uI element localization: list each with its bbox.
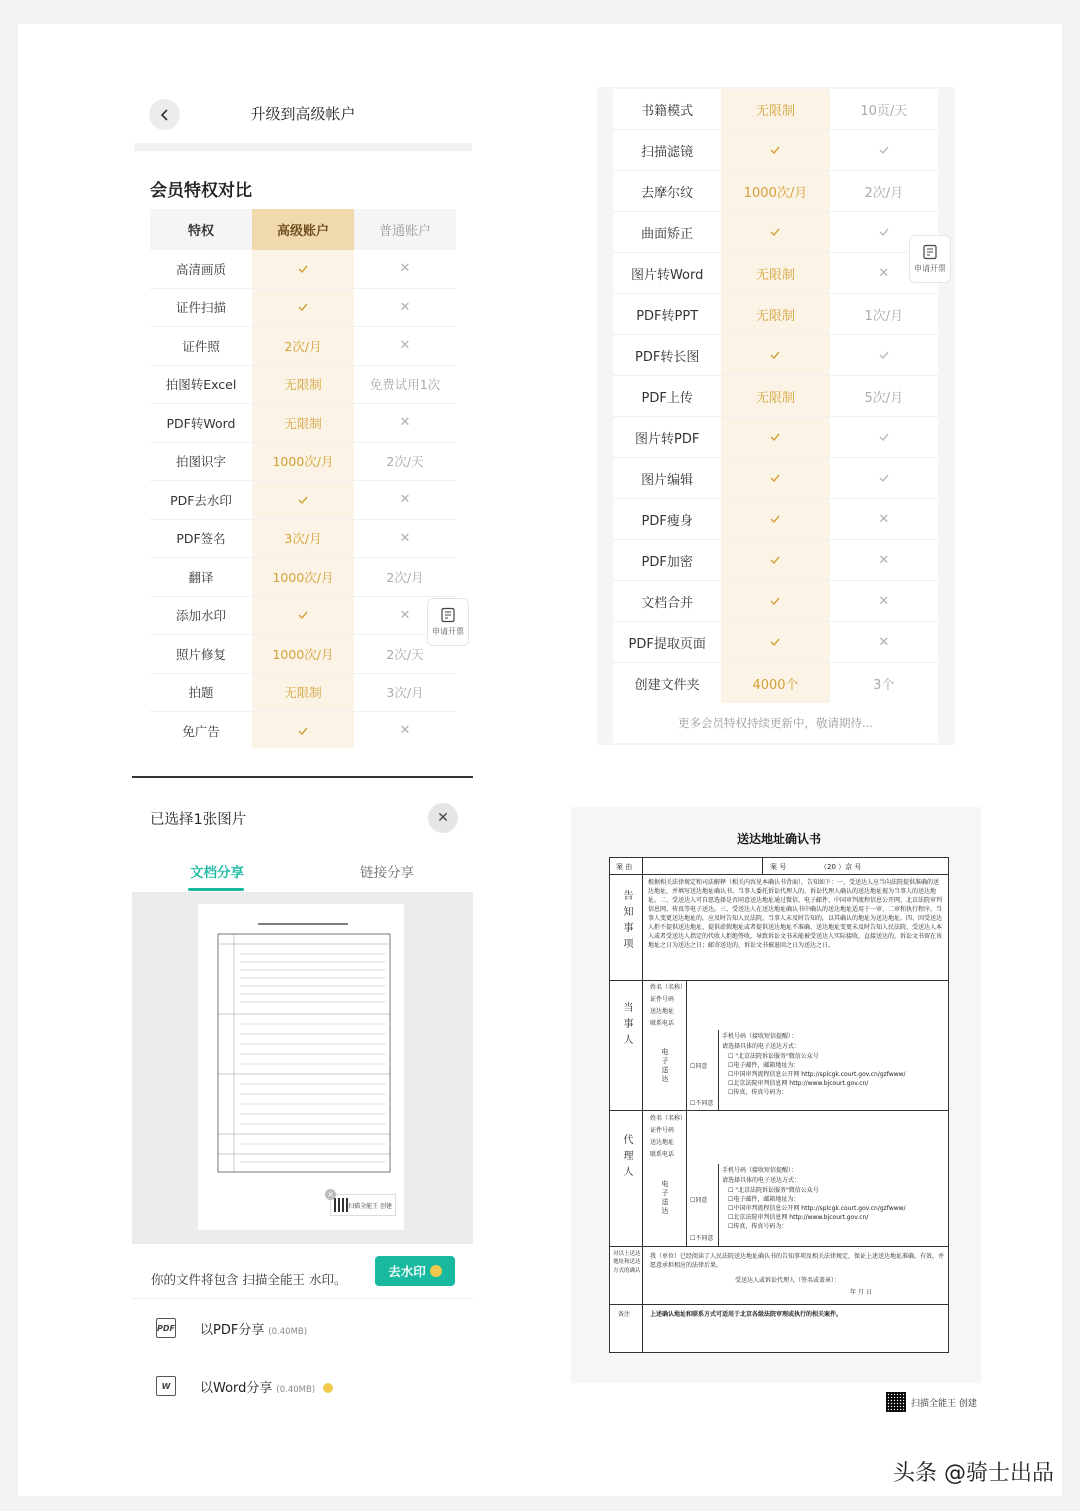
check-icon xyxy=(769,636,781,648)
confirm-text: 我（单位）已经阅读了人民法院送达地址确认书的告知事项及相关法律规定，保证上述送达地址准确、有效，并愿意承担相应的法律后果。 xyxy=(650,1253,945,1269)
feature-cell: 去摩尔纹 xyxy=(641,185,694,201)
table-row xyxy=(150,366,456,405)
form-line xyxy=(610,1304,948,1305)
premium-cell: 无限制 xyxy=(252,366,354,404)
premium-cell: 3次/月 xyxy=(252,520,354,558)
document-thumbnail-lines xyxy=(198,904,404,1184)
remark-label: 备注 xyxy=(618,1311,631,1318)
document-thumbnail xyxy=(198,904,404,1184)
premium-cell: 无限制 xyxy=(721,376,829,416)
share-pdf-label-wrap xyxy=(200,1319,307,1338)
section-title: 会员特权对比 xyxy=(150,181,252,201)
normal-cell: 免费试用1次 xyxy=(369,377,441,393)
privilege-table-2 xyxy=(613,89,938,704)
notice-text: 根据相关法律规定和司法解释（相关内容见本确认书背面），告知如下：一、受送达人应当向法院提供准确的送达地址，并填写送达地址确认书。当事人委托诉讼代理人的，诉讼代理人确认的送达地址视为当事人的送达地址。二、受送达人可自愿选择是否同意送达地址通过微信、电子邮件、中国审判流程信息公开网、北京法院审判信息网、传真等电子送达。三、受送达人在送达地址确认书中确认的送达地址适用于一审、二审和执行程序。当事人变更送达地址的，应及时告知人民法院，当事人未及时告知的，以其确认的地址为送达地址。四、因受送达人拒不提供送达地址、提供虚假地址或者提供送达地址不准确、送达地址变更未及时告知人民法院、受送达人本人或者受送达人指定的代收人拒绝签收，导致诉讼文书未能被受送达人实际接收，直接送达的，诉讼文书留在该地址之日为送达之日；邮寄送达的，诉讼文书被退回之日为送达之日。 xyxy=(648,879,943,949)
invoice-icon xyxy=(922,244,938,260)
form-line xyxy=(718,1030,719,1110)
premium-cell: 无限制 xyxy=(721,253,829,293)
check-icon xyxy=(769,349,781,361)
normal-cell xyxy=(830,417,938,457)
premium-cell xyxy=(252,250,354,288)
party-opt1: ☐ "北京法院诉讼服务"微信公众号 xyxy=(728,1053,819,1060)
party-agree: ☐同意 xyxy=(690,1063,708,1070)
normal-cell xyxy=(354,327,456,365)
address-confirmation-form xyxy=(609,832,949,1353)
share-title: 已选择1张图片 xyxy=(150,812,247,828)
share-pdf-label: 以PDF分享 xyxy=(200,1322,265,1338)
agent-disagree: ☐不同意 xyxy=(690,1235,714,1242)
table-row xyxy=(613,89,938,130)
remove-watermark-button[interactable] xyxy=(375,1256,455,1286)
cross-icon: ✕ xyxy=(878,265,890,281)
qr-icon xyxy=(886,1392,906,1412)
feature-cell: PDF上传 xyxy=(641,390,693,406)
table-row xyxy=(613,581,938,622)
form-line xyxy=(610,1246,948,1247)
word-icon: W xyxy=(156,1376,176,1396)
crown-icon xyxy=(430,1265,442,1277)
feature-cell: PDF签名 xyxy=(176,531,226,547)
cross-icon: ✕ xyxy=(399,261,411,277)
header-premium: 高级账户 xyxy=(252,209,354,250)
share-word-size: (0.40MB) xyxy=(276,1384,316,1395)
feature-cell: PDF瘦身 xyxy=(641,513,693,529)
scanner-signature-label: 扫描全能王 创建 xyxy=(911,1398,977,1409)
share-as-word[interactable] xyxy=(132,1366,473,1406)
feature-cell: 翻译 xyxy=(188,569,214,585)
table-row xyxy=(613,171,938,212)
feature-cell: 照片修复 xyxy=(175,646,226,662)
agent-id-label: 证件号码 xyxy=(650,1127,675,1134)
normal-cell: 1次/月 xyxy=(864,308,904,324)
invoice-button[interactable] xyxy=(909,235,951,283)
premium-cell: 1000次/月 xyxy=(252,635,354,673)
tab-link-share[interactable]: 链接分享 xyxy=(360,865,414,881)
check-icon xyxy=(297,263,309,275)
table-row xyxy=(150,289,456,328)
feature-cell: 免广告 xyxy=(182,723,220,739)
agent-section-title: 代理人 xyxy=(621,1134,632,1182)
party-phone-label: 联系电话 xyxy=(650,1020,675,1027)
normal-cell xyxy=(354,712,456,748)
check-icon xyxy=(878,431,890,443)
form-line xyxy=(610,980,948,981)
feature-cell: 扫描滤镜 xyxy=(641,144,694,160)
normal-cell xyxy=(830,540,938,580)
more-privileges-note: 更多会员特权持续更新中，敬请期待... xyxy=(613,703,938,743)
premium-cell xyxy=(721,499,829,539)
agent-opt5: ☐传真，传真号码为： xyxy=(728,1223,788,1230)
share-sheet xyxy=(132,776,473,1416)
table-row xyxy=(613,417,938,458)
feature-cell: 高清画质 xyxy=(175,261,226,277)
tab-document-share[interactable]: 文档分享 xyxy=(190,865,244,881)
table-header xyxy=(150,209,456,250)
case-no: （20 ）京 号 xyxy=(820,863,862,871)
watermark-close-icon[interactable]: × xyxy=(325,1189,336,1200)
invoice-icon xyxy=(440,607,456,623)
cross-icon: ✕ xyxy=(399,492,411,508)
normal-cell xyxy=(354,404,456,442)
normal-cell xyxy=(830,130,938,170)
check-icon xyxy=(878,349,890,361)
agent-opt2: ☐电子邮件，邮箱地址为： xyxy=(728,1196,800,1203)
normal-cell xyxy=(354,250,456,288)
table-row xyxy=(150,674,456,713)
party-phone-line: 手机号码（接收短信提醒）： xyxy=(722,1033,798,1040)
table-row xyxy=(150,327,456,366)
feature-cell: PDF转Word xyxy=(166,415,236,431)
form-line xyxy=(686,980,687,1246)
check-icon xyxy=(769,554,781,566)
table-row xyxy=(613,540,938,581)
normal-cell xyxy=(354,520,456,558)
footer-watermark: 头条 @骑士出品 xyxy=(893,1461,1054,1486)
premium-cell: 2次/月 xyxy=(252,327,354,365)
share-pdf-size: (0.40MB) xyxy=(268,1326,308,1337)
feature-cell: PDF转长图 xyxy=(635,349,700,365)
check-icon xyxy=(769,595,781,607)
watermark-badge[interactable] xyxy=(327,1190,396,1216)
document-preview xyxy=(132,892,473,1244)
form-line xyxy=(762,858,763,874)
cross-icon: ✕ xyxy=(878,511,890,527)
premium-cell xyxy=(252,289,354,327)
watermark-area xyxy=(198,1184,404,1230)
table-row xyxy=(150,597,456,636)
check-icon xyxy=(769,472,781,484)
check-icon xyxy=(769,513,781,525)
form-title: 送达地址确认书 xyxy=(736,832,821,846)
check-icon xyxy=(878,226,890,238)
share-word-label-wrap xyxy=(200,1377,333,1396)
check-icon xyxy=(297,609,309,621)
feature-cell: PDF转PPT xyxy=(636,308,699,324)
premium-cell: 1000次/月 xyxy=(252,558,354,596)
date-line: 年 月 日 xyxy=(850,1289,872,1296)
form-line xyxy=(610,874,948,875)
normal-cell: 10页/天 xyxy=(860,103,908,119)
cross-icon: ✕ xyxy=(878,593,890,609)
table-row xyxy=(150,250,456,289)
table-row xyxy=(613,376,938,417)
agent-choose-line: 请选择具体的电子送达方式： xyxy=(722,1177,801,1184)
agent-opt4: ☐北京法院审判信息网 http://www.bjcourt.gov.cn/ xyxy=(728,1214,869,1221)
check-icon xyxy=(769,144,781,156)
table-row xyxy=(150,520,456,559)
party-id-label: 证件号码 xyxy=(650,996,675,1003)
upgrade-panel xyxy=(134,88,472,748)
header xyxy=(134,88,472,143)
divider xyxy=(132,1298,473,1299)
table-row xyxy=(613,130,938,171)
watermark-label: 扫描全能王 创建 xyxy=(348,1202,392,1210)
active-tab-indicator xyxy=(188,888,244,891)
cross-icon: ✕ xyxy=(878,634,890,650)
table-row xyxy=(613,335,938,376)
premium-cell xyxy=(252,597,354,635)
agent-esend-label: 电子送达 xyxy=(661,1180,669,1216)
premium-cell: 无限制 xyxy=(721,294,829,334)
premium-cell xyxy=(721,335,829,375)
invoice-label: 申请开票 xyxy=(432,627,464,636)
party-opt4: ☐北京法院审判信息网 http://www.bjcourt.gov.cn/ xyxy=(728,1080,869,1087)
premium-cell xyxy=(721,212,829,252)
privilege-panel-continued xyxy=(597,87,955,745)
normal-cell xyxy=(830,581,938,621)
remark-text: 上述确认地址和联系方式可适用于北京各级法院审理或执行的相关案件。 xyxy=(650,1311,843,1318)
case-no-label: 案 号 xyxy=(770,863,787,871)
cross-icon: ✕ xyxy=(399,415,411,431)
premium-cell xyxy=(721,458,829,498)
premium-cell xyxy=(721,540,829,580)
table-row xyxy=(150,712,456,748)
feature-cell: 证件照 xyxy=(182,338,220,354)
premium-cell: 无限制 xyxy=(721,89,829,129)
feature-cell: 拍图识字 xyxy=(175,454,226,470)
party-section-title: 当事人 xyxy=(621,1002,632,1050)
table-row xyxy=(613,212,938,253)
invoice-button[interactable] xyxy=(427,598,469,646)
feature-cell: 拍题 xyxy=(188,685,214,701)
table-row xyxy=(613,622,938,663)
table-row xyxy=(150,558,456,597)
table-row xyxy=(613,499,938,540)
premium-cell xyxy=(252,481,354,519)
scanner-signature xyxy=(886,1392,977,1412)
cross-icon: ✕ xyxy=(399,607,411,623)
feature-cell: 添加水印 xyxy=(175,608,226,624)
table-row xyxy=(150,443,456,482)
check-icon xyxy=(878,472,890,484)
premium-cell: 1000次/月 xyxy=(252,443,354,481)
feature-cell: PDF提取页面 xyxy=(628,636,706,652)
premium-cell xyxy=(252,712,354,748)
page-title: 升级到高级帐户 xyxy=(250,105,356,123)
form-line xyxy=(610,1110,948,1111)
party-name-label: 姓名（名称） xyxy=(650,984,687,991)
watermark-notice: 你的文件将包含 扫描全能王 水印。 xyxy=(151,1272,347,1287)
agent-opt1: ☐ "北京法院诉讼服务"微信公众号 xyxy=(728,1187,819,1194)
scanned-document-panel xyxy=(571,807,981,1383)
cross-icon: ✕ xyxy=(399,723,411,739)
check-icon xyxy=(297,494,309,506)
normal-cell: 5次/月 xyxy=(864,390,904,406)
table-row xyxy=(613,253,938,294)
normal-cell xyxy=(830,335,938,375)
case-label: 案 由 xyxy=(616,863,633,871)
check-icon xyxy=(769,431,781,443)
normal-cell: 3个 xyxy=(873,677,895,693)
party-address-label: 送达地址 xyxy=(650,1008,675,1015)
party-opt3: ☐中国审判流程信息公开网 http://splcgk.court.gov.cn/gzfwww/ xyxy=(728,1071,906,1078)
agent-address-label: 送达地址 xyxy=(650,1139,675,1146)
agent-phone-label: 联系电话 xyxy=(650,1151,675,1158)
normal-cell: 2次/月 xyxy=(386,569,424,585)
table-row xyxy=(150,635,456,674)
feature-cell: 创建文件夹 xyxy=(634,677,700,693)
feature-cell: 图片转Word xyxy=(630,267,704,283)
notice-section-title: 告知事项 xyxy=(621,890,632,954)
normal-cell: 2次/月 xyxy=(864,185,904,201)
premium-cell xyxy=(721,417,829,457)
feature-cell: 图片编辑 xyxy=(641,472,694,488)
table-row xyxy=(613,458,938,499)
feature-cell: PDF加密 xyxy=(641,554,693,570)
agent-phone-line: 手机号码（接收短信提醒）： xyxy=(722,1167,798,1174)
agent-agree: ☐同意 xyxy=(690,1197,708,1204)
check-icon xyxy=(297,301,309,313)
check-icon xyxy=(878,144,890,156)
feature-cell: 拍图转Excel xyxy=(165,377,237,393)
premium-cell xyxy=(721,581,829,621)
form-line xyxy=(718,1164,719,1246)
table-row xyxy=(613,294,938,335)
normal-cell: 2次/天 xyxy=(386,454,424,470)
premium-cell: 4000个 xyxy=(721,663,829,703)
header-feature: 特权 xyxy=(150,209,252,250)
check-icon xyxy=(769,226,781,238)
premium-cell: 无限制 xyxy=(252,404,354,442)
party-opt2: ☐电子邮件，邮箱地址为： xyxy=(728,1062,800,1069)
check-icon xyxy=(297,725,309,737)
share-word-label: 以Word分享 xyxy=(200,1380,273,1396)
confirm-label: 对以上送达地址和送达方式的确认 xyxy=(613,1251,641,1274)
party-opt5: ☐传真，传真号码为： xyxy=(728,1089,788,1096)
feature-cell: 图片转PDF xyxy=(635,431,700,447)
normal-cell xyxy=(354,481,456,519)
table-row xyxy=(150,481,456,520)
remove-watermark-label: 去水印 xyxy=(388,1264,426,1279)
normal-cell: 3次/月 xyxy=(386,685,424,701)
header-normal: 普通账户 xyxy=(354,209,456,250)
privilege-table xyxy=(150,209,456,748)
invoice-label: 申请开票 xyxy=(914,264,946,273)
premium-cell xyxy=(721,622,829,662)
cross-icon: ✕ xyxy=(399,299,411,315)
premium-cell: 1000次/月 xyxy=(721,171,829,211)
agent-name-label: 姓名（名称） xyxy=(650,1115,687,1122)
premium-cell: 无限制 xyxy=(252,674,354,712)
close-icon: ✕ xyxy=(437,810,449,826)
normal-cell xyxy=(830,499,938,539)
normal-cell xyxy=(354,289,456,327)
feature-cell: 书籍模式 xyxy=(641,103,694,119)
sign-line: 受送达人或诉讼代理人（签名或盖章）： xyxy=(735,1277,841,1284)
close-button[interactable] xyxy=(428,803,458,833)
premium-cell xyxy=(721,130,829,170)
pdf-icon: PDF xyxy=(156,1318,176,1338)
party-esend-label: 电子送达 xyxy=(661,1048,669,1084)
party-disagree: ☐不同意 xyxy=(690,1100,714,1107)
normal-cell xyxy=(830,622,938,662)
agent-opt3: ☐中国审判流程信息公开网 http://splcgk.court.gov.cn/gzfwww/ xyxy=(728,1205,906,1212)
feature-cell: 曲面矫正 xyxy=(641,226,694,242)
normal-cell: 2次/天 xyxy=(386,646,424,662)
cross-icon: ✕ xyxy=(399,530,411,546)
party-choose-line: 请选择具体的电子送达方式： xyxy=(722,1043,801,1050)
divider xyxy=(134,143,472,151)
table-row xyxy=(150,404,456,443)
normal-cell xyxy=(830,458,938,498)
crown-icon xyxy=(323,1383,333,1393)
qr-icon xyxy=(334,1198,348,1212)
cross-icon: ✕ xyxy=(399,338,411,354)
feature-cell: 文档合并 xyxy=(641,595,694,611)
feature-cell: 证件扫描 xyxy=(175,300,226,316)
feature-cell: PDF去水印 xyxy=(170,492,232,508)
table-row xyxy=(613,663,938,704)
cross-icon: ✕ xyxy=(878,552,890,568)
form-line xyxy=(642,858,643,1352)
share-as-pdf[interactable] xyxy=(132,1308,473,1348)
